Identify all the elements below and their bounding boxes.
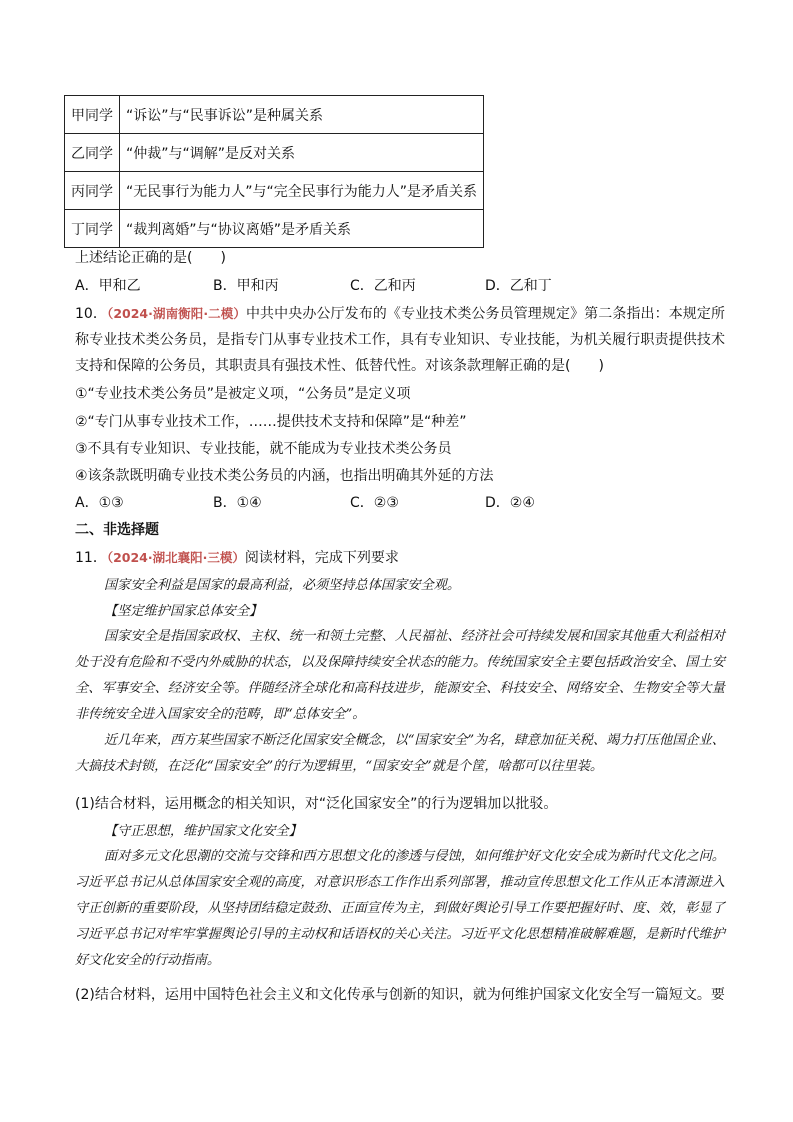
student-statement-cell: “仲裁”与“调解”是反对关系 (120, 134, 484, 172)
opinion-row (65, 210, 484, 248)
opinion-row (65, 134, 484, 172)
q11-material-1-paragraph-2: 近几年来，西方某些国家不断泛化国家安全概念，以“国家安全”为名，肆意加征关税、竭力打压他国企业、大搞技术封锁，在泛化“国家安全”的行为逻辑里，“国家安全”就是个筐，啥都可以往里装。 (75, 733, 725, 774)
student-statement-cell: “诉讼”与“民事诉讼”是种属关系 (120, 96, 484, 134)
student-statement-cell: “无民事行为能力人”与“完全民事行为能力人”是矛盾关系 (120, 172, 484, 210)
q11-material-1 (75, 624, 725, 780)
q10-stem: 中共中央办公厅发布的《专业技术类公务员管理规定》第二条指出：本规定所称专业技术类公务员，是指专门从事专业技术工作，具有专业知识、专业技能，为机关履行职责提供技术支持和保障的公务员，其职责具有强技术性、低替代性。对该条款理解正确的是( ) (75, 306, 725, 374)
q11-stem: 阅读材料，完成下列要求 (244, 550, 399, 566)
q11-material-2-paragraph-1: 面对多元文化思潮的交流与交锋和西方思想文化的渗透与侵蚀，如何维护好文化安全成为新时代文化之问。习近平总书记从总体国家安全观的高度，对意识形态工作作出系列部署，推动宣传思想文化工作从正本清源进入守正创新的重要阶段，从坚持团结稳定鼓劲、正面宣传为主，到做好舆论引导工作要把握好时、度、效，彰显了习近平总书记对牢牢掌握舆论引导的主动权和话语权的关心关注。习近平文化思想精准破解难题，是新时代维护好文化安全的行动指南。 (75, 849, 725, 968)
q11-requirement-2: (2)结合材料，运用中国特色社会主义和文化传承与创新的知识，就为何维护国家文化安全写一篇短文。要 (75, 987, 725, 1003)
section-heading: 二、非选择题 (75, 522, 159, 538)
q10-item-2: ②“专门从事专业技术工作，……提供技术支持和保障”是“种差” (75, 414, 467, 430)
opinion-row (65, 96, 484, 134)
q11-stem-line (75, 548, 399, 568)
student-statement-cell: “裁判离婚”与“协议离婚”是矛盾关系 (120, 210, 484, 248)
q9-option-d: D．乙和丁 (485, 278, 552, 294)
q9-option-b: B．甲和丙 (213, 278, 279, 294)
q11-material-2 (75, 844, 725, 974)
q10-source: （2024·湖南衡阳·二模） (107, 306, 246, 321)
student-name-cell: 丁同学 (65, 210, 120, 248)
q11-number: 11． (75, 550, 107, 566)
q10-item-3: ③不具有专业知识、专业技能，就不能成为专业技术类公务员 (75, 441, 452, 457)
q10-options (75, 493, 675, 513)
q10-option-a: A．①③ (75, 495, 124, 511)
q9-option-c: C．乙和丙 (350, 278, 416, 294)
student-opinions-table (64, 95, 484, 248)
q10-option-c: C．②③ (350, 495, 399, 511)
q11-intro: 国家安全利益是国家的最高利益，必须坚持总体国家安全观。 (104, 578, 461, 593)
opinion-row (65, 172, 484, 210)
q11-subheading-1: 【坚定维护国家总体安全】 (104, 604, 263, 619)
student-name-cell: 乙同学 (65, 134, 120, 172)
q10-stem-block (75, 301, 725, 379)
q11-requirement-1: (1)结合材料，运用概念的相关知识，对“泛化国家安全”的行为逻辑加以批驳。 (75, 796, 558, 812)
q11-material-1-paragraph-1: 国家安全是指国家政权、主权、统一和领土完整、人民福祉、经济社会可持续发展和国家其他重大利益相对处于没有危险和不受内外威胁的状态，以及保障持续安全状态的能力。传统国家安全主要包括政治安全、国土安全、军事安全、经济安全等。伴随经济全球化和高科技进步，能源安全、科技安全、网络安全、生物安全等大量非传统安全进入国家安全的范畴，即“总体安全”。 (75, 629, 725, 722)
q11-source: （2024·湖北襄阳·三模） (106, 550, 245, 565)
q10-number: 10． (75, 306, 107, 322)
q9-options (75, 276, 675, 296)
q10-option-d: D．②④ (485, 495, 535, 511)
q9-stem: 上述结论正确的是( ) (75, 250, 226, 266)
q10-item-1: ①“专业技术类公务员”是被定义项，“公务员”是定义项 (75, 386, 411, 402)
q10-item-4: ④该条款既明确专业技术类公务员的内涵，也指出明确其外延的方法 (75, 468, 494, 484)
student-name-cell: 丙同学 (65, 172, 120, 210)
q9-option-a: A．甲和乙 (75, 278, 141, 294)
q11-subheading-2: 【守正思想，维护国家文化安全】 (104, 824, 302, 839)
student-name-cell: 甲同学 (65, 96, 120, 134)
q10-option-b: B．①④ (213, 495, 262, 511)
